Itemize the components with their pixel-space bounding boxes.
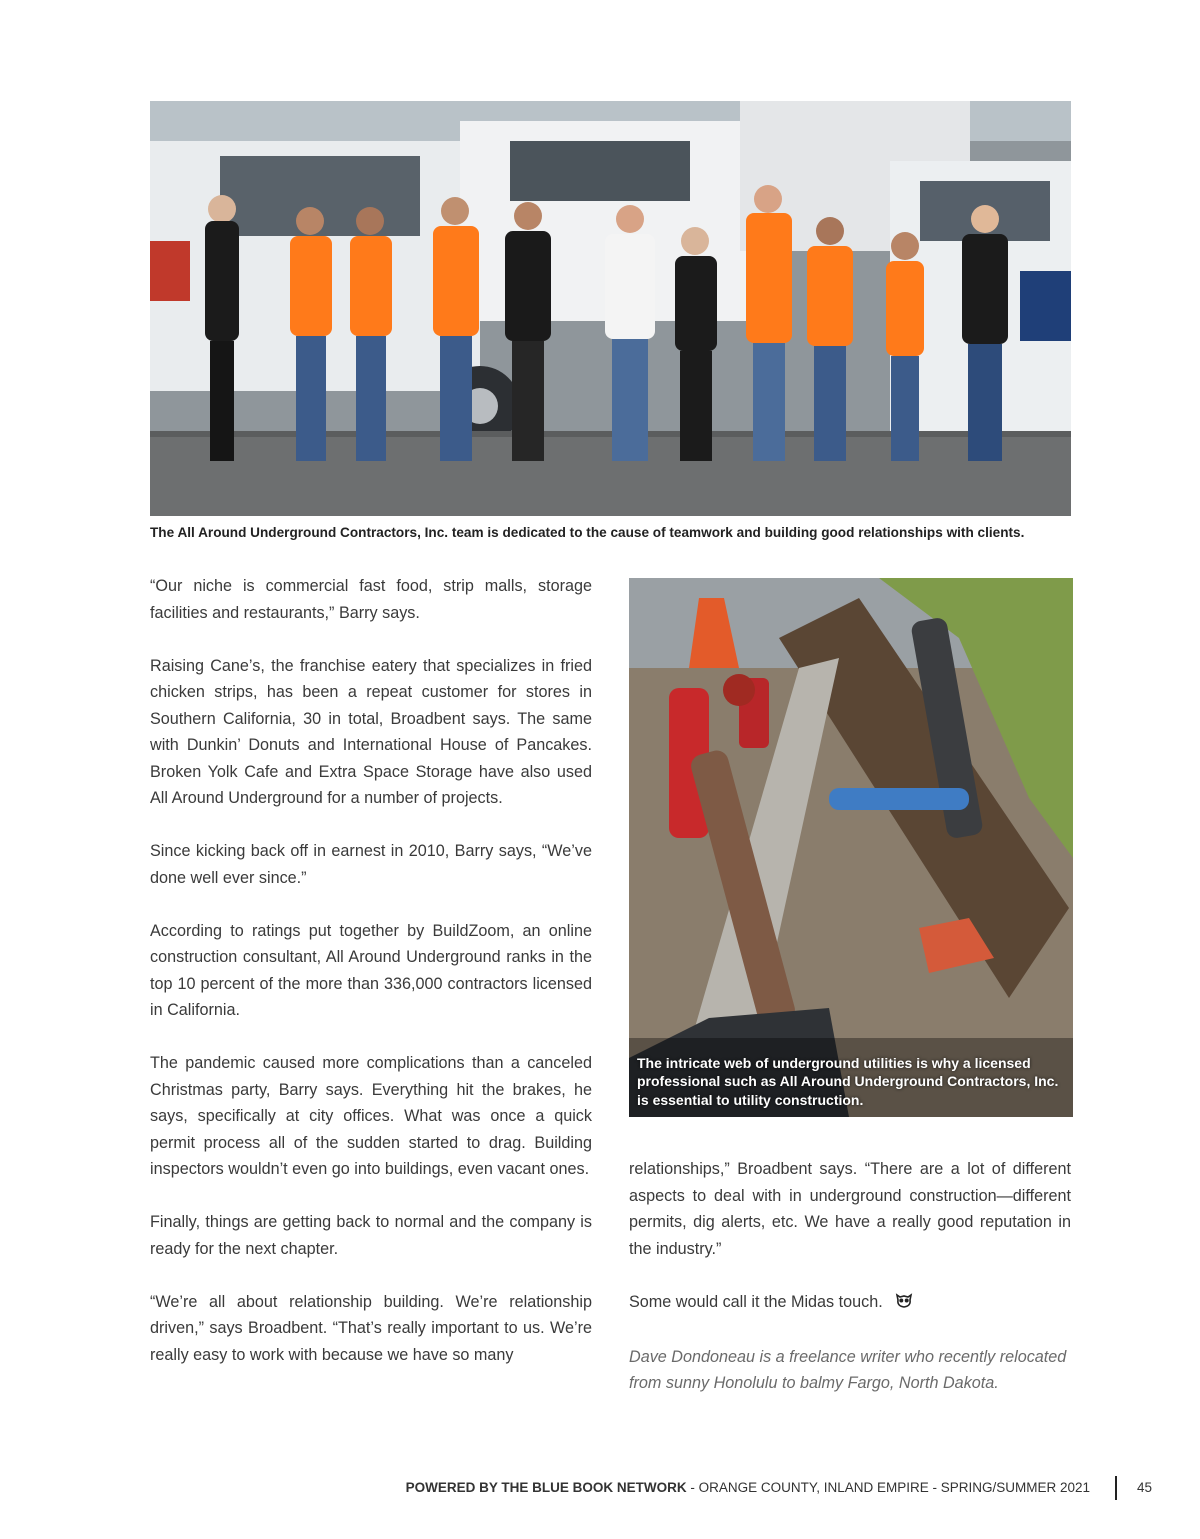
- article-paragraph: The pandemic caused more complications than a canceled Christmas party, Barry says. Everything hit the brakes, he says, specifically at city offices. What was once a quick permit process all of the sudden started to drag. Building inspectors wouldn’t even go into buildings, even vacant ones.: [150, 1054, 592, 1178]
- footer-divider: [1115, 1476, 1117, 1500]
- article-paragraph: According to ratings put together by BuildZoom, an online construction consultant, All Around Underground ranks in the top 10 percent of the more than 336,000 contractors licensed in California.: [150, 921, 592, 1019]
- footer-brand: POWERED BY THE BLUE BOOK NETWORK: [405, 1480, 687, 1495]
- page-footer: [406, 1478, 1090, 1500]
- article-paragraph: relationships,” Broadbent says. “There are a lot of different aspects to deal with in underground construction—different permits, dig alerts, etc. We have a really good reputation in the industry.”: [629, 1160, 1071, 1258]
- article-paragraph: Finally, things are getting back to normal and the company is ready for the next chapter.: [150, 1213, 592, 1258]
- team-photo: [150, 101, 1071, 516]
- article-paragraph: “We’re all about relationship building. We’re relationship driven,” says Broadbent. “That’s really important to us. We’re really easy to work with because we have so many: [150, 1292, 592, 1364]
- article-paragraph: “Our niche is commercial fast food, strip malls, storage facilities and restaurants,” Barry says.: [150, 577, 592, 622]
- team-photo-caption: The All Around Underground Contractors, Inc. team is dedicated to the cause of teamwork and building good relationships with clients.: [150, 525, 1025, 540]
- owl-icon: [895, 1291, 913, 1318]
- site-photo-caption: The intricate web of underground utilities is why a licensed professional such as All Around Underground Contractors, Inc. is essential to utility construction.: [637, 1054, 1059, 1108]
- author-byline: Dave Dondoneau is a freelance writer who recently relocated from sunny Honolulu to balmy Fargo, North Dakota.: [629, 1347, 1067, 1392]
- article-paragraph-ending: [629, 1289, 1071, 1318]
- article-column-left: [150, 573, 592, 1368]
- site-photo-graphic: [629, 578, 1073, 1117]
- team-photo-graphic: [150, 101, 1071, 516]
- page-number: 45: [1137, 1480, 1153, 1495]
- article-paragraph: Since kicking back off in earnest in 2010, Barry says, “We’ve done well ever since.”: [150, 842, 592, 887]
- article-column-right: [629, 1156, 1071, 1397]
- closing-line: Some would call it the Midas touch.: [629, 1292, 883, 1311]
- site-photo: [629, 578, 1073, 1117]
- article-paragraph: Raising Cane’s, the franchise eatery that specializes in fried chicken strips, has been a repeat customer for stores in Southern California, 30 in total, Broadbent says. The same with Dunkin’ Donuts and International House of Pancakes. Broken Yolk Cafe and Extra Space Storage have also used All Around Underground for a number of projects.: [150, 656, 592, 807]
- footer-edition: - ORANGE COUNTY, INLAND EMPIRE - SPRING/SUMMER 2021: [686, 1480, 1090, 1495]
